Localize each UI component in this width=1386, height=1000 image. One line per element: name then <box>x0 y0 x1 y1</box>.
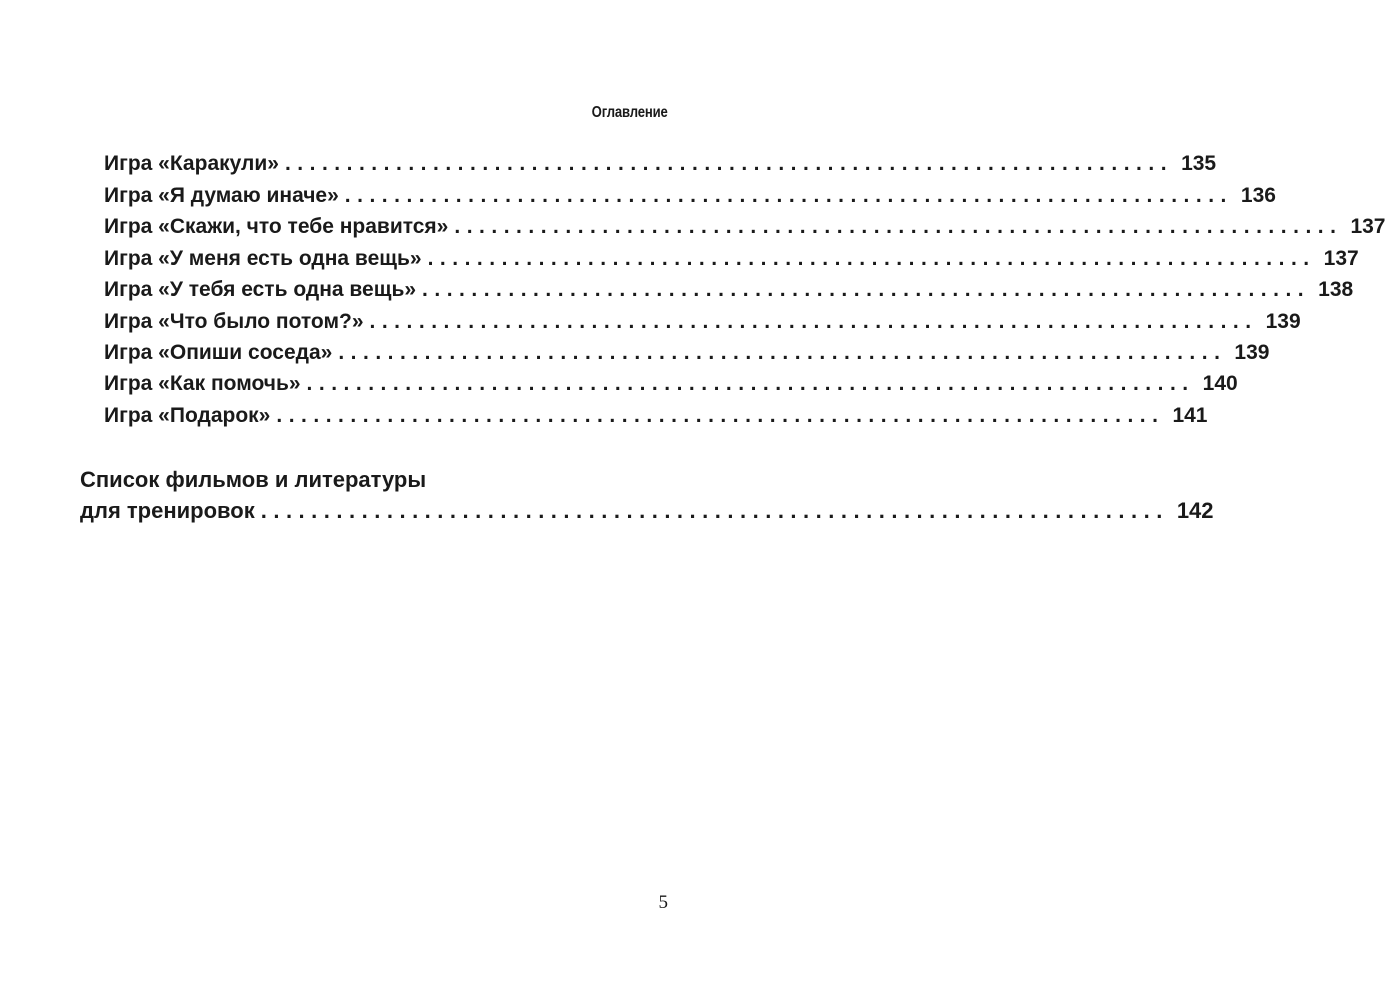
toc-leader-dots: ........................................................................ <box>306 372 1195 395</box>
toc-entry-label: Игра «Подарок» <box>104 404 271 427</box>
toc-entry-label: Игра «Что было потом?» <box>104 310 364 333</box>
toc-entry-page: 136 <box>1240 184 1276 207</box>
toc-leader-dots: ........................................................................ <box>284 152 1174 175</box>
toc-leader-dots: ........................................................................ <box>454 215 1343 238</box>
toc-leader-dots: ........................................................................ <box>427 247 1316 270</box>
toc-entry-page: 138 <box>1318 278 1354 301</box>
toc-leader-dots: ........................................................................ <box>260 498 1169 523</box>
toc-entry-label: Игра «Скажи, что тебе нравится» <box>104 215 449 238</box>
toc-section-title-line1: Список фильмов и литературы <box>80 467 427 492</box>
toc-leader-dots: ........................................................................ <box>369 310 1258 333</box>
toc-entry <box>104 184 1276 208</box>
toc-entry <box>104 278 1354 302</box>
toc-entry-page: 135 <box>1181 152 1217 175</box>
toc-section-entry <box>80 498 1214 524</box>
toc-entry-page: 139 <box>1234 341 1270 364</box>
running-header: Оглавление <box>592 104 668 121</box>
toc-entry-page: 141 <box>1172 404 1208 427</box>
toc-entry-page: 139 <box>1265 310 1301 333</box>
toc-entry-label: Игра «Каракули» <box>104 152 279 175</box>
toc-entry <box>104 404 1208 428</box>
toc-leader-dots: ........................................................................ <box>338 341 1227 364</box>
toc-section-page: 142 <box>1176 498 1214 523</box>
toc-entry-label: Игра «Опиши соседа» <box>104 341 333 364</box>
toc-entry <box>104 372 1238 396</box>
toc-entry <box>104 215 1386 239</box>
toc-leader-dots: ........................................................................ <box>422 278 1311 301</box>
toc-entry-label: Игра «У меня есть одна вещь» <box>104 247 422 270</box>
toc-entry <box>104 310 1301 334</box>
toc-entry-page: 137 <box>1323 247 1359 270</box>
toc-section-title-line2: для тренировок <box>80 498 255 523</box>
toc-entry-label: Игра «Как помочь» <box>104 372 301 395</box>
page-number: 5 <box>658 892 668 913</box>
toc-entry-page: 140 <box>1202 372 1238 395</box>
toc-entry <box>104 341 1270 365</box>
toc-leader-dots: ........................................................................ <box>276 404 1165 427</box>
toc-entry <box>104 247 1359 271</box>
toc-entry <box>104 152 1217 176</box>
toc-entry-label: Игра «У тебя есть одна вещь» <box>104 278 417 301</box>
toc-entry-label: Игра «Я думаю иначе» <box>104 184 339 207</box>
toc-leader-dots: ........................................................................ <box>344 184 1233 207</box>
toc-entry-page: 137 <box>1350 215 1386 238</box>
